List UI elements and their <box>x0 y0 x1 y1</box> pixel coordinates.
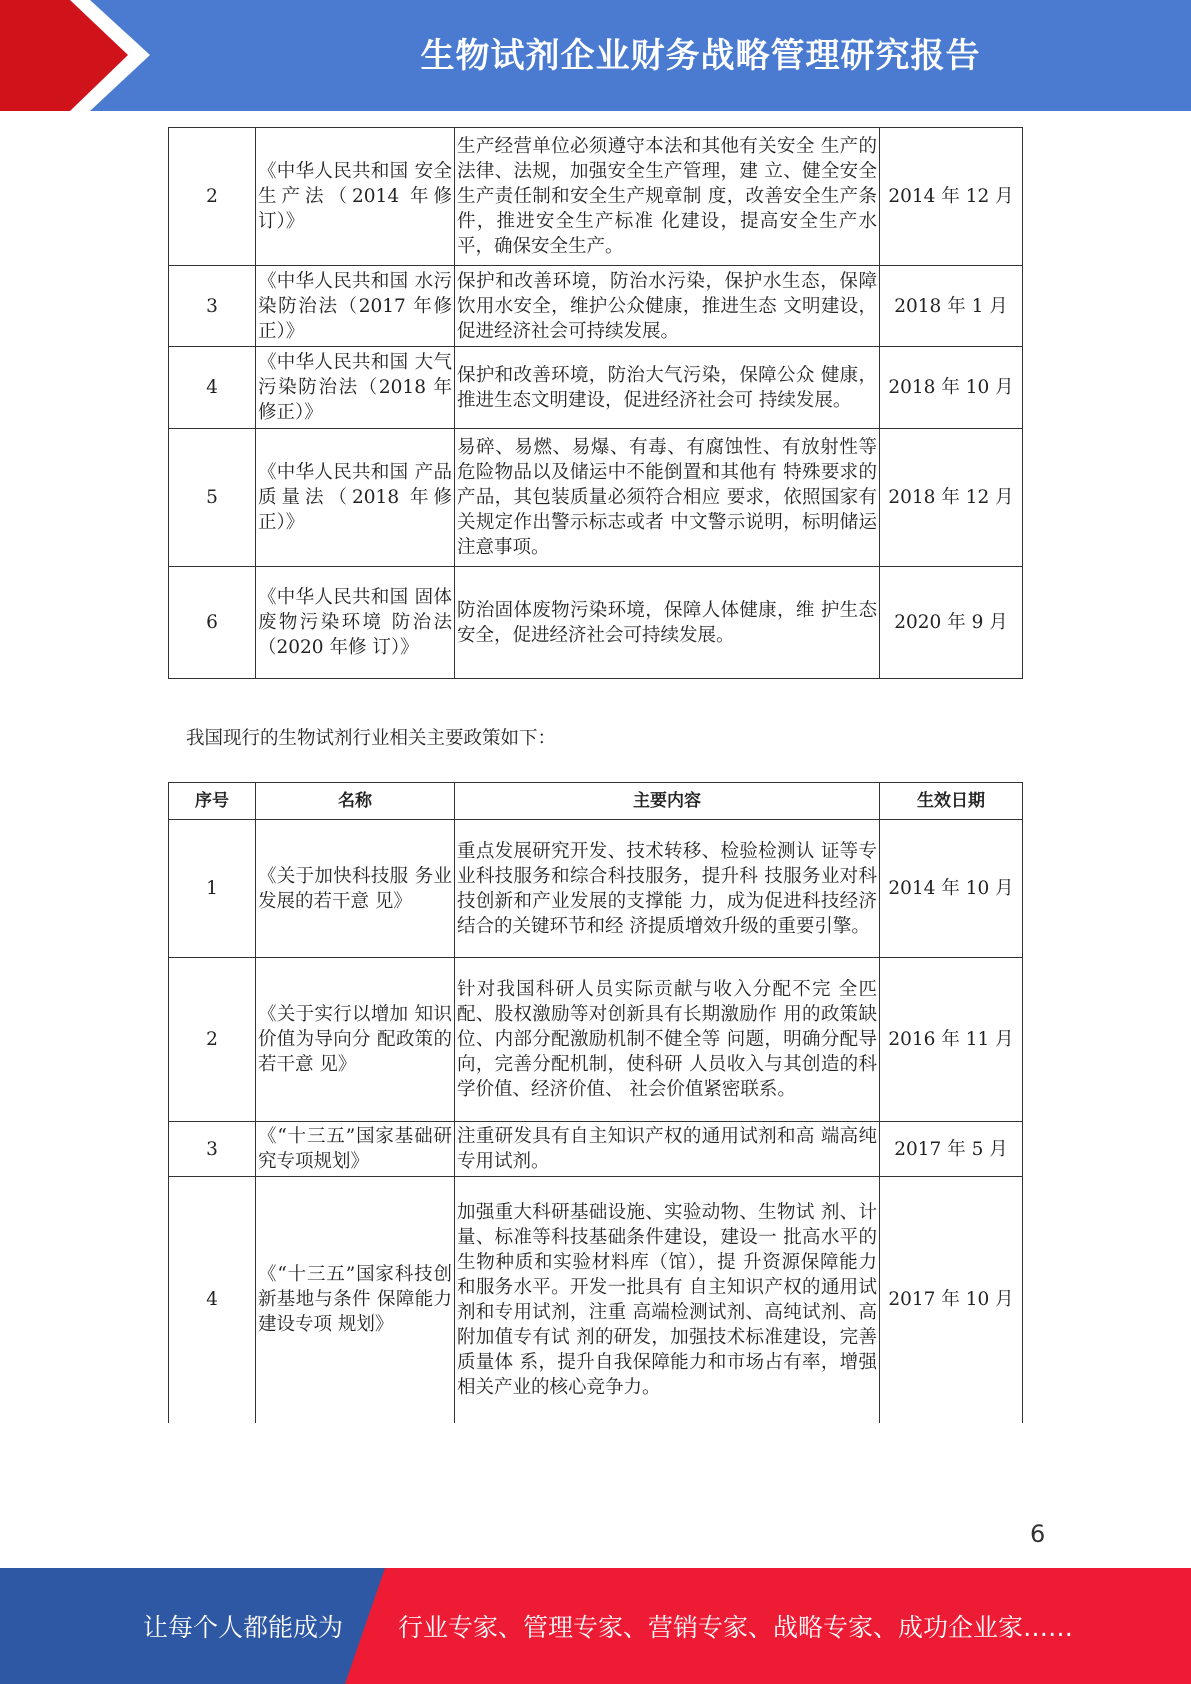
table-row <box>169 128 1023 266</box>
table-row <box>169 1177 1023 1423</box>
policy-content: 重点发展研究开发、技术转移、检验检测认 证等专业科技服务和综合科技服务，提升科 技服务业对科技创新和产业发展的支撑能 力，成为促进科技经济结合的关键环节和经 济提质增效升级的重要引擎。 <box>455 820 880 958</box>
policies-table <box>168 782 1023 1423</box>
effective-date: 2014 年 12 月 <box>880 128 1023 266</box>
row-number: 3 <box>169 266 256 347</box>
table-row <box>169 266 1023 347</box>
policy-name: 《关于加快科技服 务业发展的若干意 见》 <box>256 820 455 958</box>
policy-content: 针对我国科研人员实际贡献与收入分配不完 全匹配、股权激励等对创新具有长期激励作 用的政策缺位、内部分配激励机制不健全等 问题，明确分配导向，完善分配机制，使科研 人员收入与其创造的科学价值、经济价值、 社会价值紧密联系。 <box>455 958 880 1122</box>
footer-slogan-left: 让每个人都能成为 <box>143 1613 344 1642</box>
page-header <box>0 0 1191 111</box>
law-name: 《中华人民共和国 固体废物污染环境 防治法（2020 年修 订）》 <box>256 567 455 679</box>
table-row <box>169 958 1023 1122</box>
page-number: 6 <box>1030 1520 1046 1548</box>
policy-content: 加强重大科研基础设施、实验动物、生物试 剂、计量、标准等科技基础条件建设，建设一 批高水平的生物种质和实验材料库（馆），提 升资源保障能力和服务水平。开发一批具有 自主知识产权的通用试剂和专用试剂，注重 高端检测试剂、高纯试剂、高附加值专有试 剂的研发，加强技术标准建设，完善质量体 系，提升自我保障能力和市场占有率，增强 相关产业的核心竞争力。 <box>455 1177 880 1423</box>
table-header-row <box>169 783 1023 820</box>
effective-date: 2018 年 12 月 <box>880 429 1023 567</box>
row-number: 2 <box>169 958 256 1122</box>
table-row <box>169 820 1023 958</box>
policy-name: 《“十三五”国家科技创新基地与条件 保障能力建设专项 规划》 <box>256 1177 455 1423</box>
header-number: 序号 <box>169 783 256 820</box>
footer-slogan-right: 行业专家、管理专家、营销专家、战略专家、成功企业家…… <box>398 1613 1074 1642</box>
table-row <box>169 429 1023 567</box>
law-content: 易碎、易燃、易爆、有毒、有腐蚀性、有放射性等危险物品以及储运中不能倒置和其他有 特殊要求的产品，其包装质量必须符合相应 要求，依照国家有关规定作出警示标志或者 中文警示说明，标明储运注意事项。 <box>455 429 880 567</box>
law-content: 保护和改善环境，防治水污染，保护水生态，保障饮用水安全，维护公众健康，推进生态 文明建设，促进经济社会可持续发展。 <box>455 266 880 347</box>
effective-date: 2017 年 5 月 <box>880 1122 1023 1177</box>
law-content: 防治固体废物污染环境，保障人体健康，维 护生态安全，促进经济社会可持续发展。 <box>455 567 880 679</box>
policy-name: 《“十三五”国家基础研究专项规划》 <box>256 1122 455 1177</box>
header-content: 主要内容 <box>455 783 880 820</box>
row-number: 1 <box>169 820 256 958</box>
policies-intro-paragraph: 我国现行的生物试剂行业相关主要政策如下： <box>186 728 557 749</box>
row-number: 4 <box>169 1177 256 1423</box>
effective-date: 2018 年 1 月 <box>880 266 1023 347</box>
table-row <box>169 567 1023 679</box>
row-number: 3 <box>169 1122 256 1177</box>
law-name: 《中华人民共和国 安全生产法（2014 年修订）》 <box>256 128 455 266</box>
header-date: 生效日期 <box>880 783 1023 820</box>
law-name: 《中华人民共和国 大气污染防治法（2018 年修正）》 <box>256 347 455 429</box>
policy-content: 注重研发具有自主知识产权的通用试剂和高 端高纯专用试剂。 <box>455 1122 880 1177</box>
row-number: 5 <box>169 429 256 567</box>
laws-table <box>168 127 1023 679</box>
page-footer <box>0 1568 1191 1684</box>
law-content: 保护和改善环境，防治大气污染，保障公众 健康，推进生态文明建设，促进经济社会可 持续发展。 <box>455 347 880 429</box>
report-title: 生物试剂企业财务战略管理研究报告 <box>420 36 981 76</box>
law-name: 《中华人民共和国 水污染防治法（2017 年修正）》 <box>256 266 455 347</box>
effective-date: 2014 年 10 月 <box>880 820 1023 958</box>
row-number: 4 <box>169 347 256 429</box>
header-name: 名称 <box>256 783 455 820</box>
table-row <box>169 347 1023 429</box>
effective-date: 2018 年 10 月 <box>880 347 1023 429</box>
effective-date: 2020 年 9 月 <box>880 567 1023 679</box>
policy-name: 《关于实行以增加 知识价值为导向分 配政策的若干意 见》 <box>256 958 455 1122</box>
effective-date: 2016 年 11 月 <box>880 958 1023 1122</box>
law-name: 《中华人民共和国 产品质量法（2018 年修正）》 <box>256 429 455 567</box>
table-row <box>169 1122 1023 1177</box>
row-number: 2 <box>169 128 256 266</box>
header-red-arrow-icon <box>0 0 130 111</box>
row-number: 6 <box>169 567 256 679</box>
effective-date: 2017 年 10 月 <box>880 1177 1023 1423</box>
law-content: 生产经营单位必须遵守本法和其他有关安全 生产的法律、法规，加强安全生产管理，建 立、健全安全生产责任制和安全生产规章制 度，改善安全生产条件，推进安全生产标准 化建设，提高安全生产水平，确保安全生产。 <box>455 128 880 266</box>
